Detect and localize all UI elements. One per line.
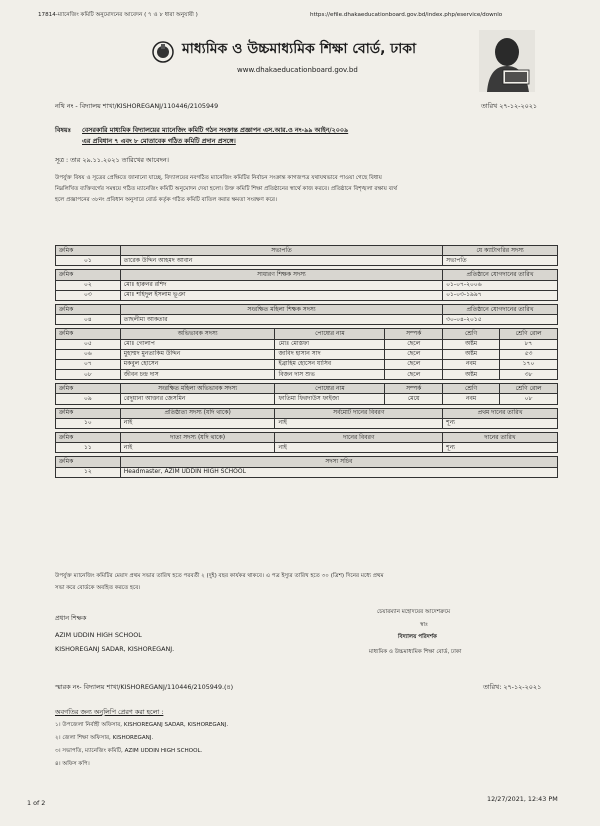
table-row xyxy=(56,443,558,453)
table-cell: শ্রেণি xyxy=(443,329,500,339)
recipient-address: KISHOREGANJ SADAR, KISHOREGANJ. xyxy=(55,645,175,653)
table-row xyxy=(56,290,558,300)
table-cell: ০৬ xyxy=(56,349,121,359)
table-row xyxy=(56,359,558,369)
print-header-url: https://efile.dhakaeducationboard.gov.bd/index.php/eservice/downlo xyxy=(310,12,503,18)
copy-memo-number: স্মারক নং- বিদ্যালয় শাখা/KISHOREGANJ/110446/2105949.(৪) xyxy=(55,683,234,691)
table-cell: সাধারণ শিক্ষক সদস্য xyxy=(120,270,442,280)
table-section-header xyxy=(56,384,558,394)
table-cell: ০২ xyxy=(56,280,121,290)
table-cell: নাই xyxy=(275,418,443,428)
table-cell: ক্রমিক xyxy=(56,384,121,394)
table-cell: পোষ্যের নাম xyxy=(275,329,385,339)
table-row xyxy=(56,394,558,404)
table-cell: শূন্য xyxy=(443,418,558,428)
table-cell: প্রতিষ্ঠাতা সদস্য (যদি থাকে) xyxy=(120,408,275,418)
table-cell: সভাপতি xyxy=(443,256,558,266)
table-cell: ছেলে xyxy=(385,359,443,369)
table-row xyxy=(56,280,558,290)
subject-line-2: এর প্রবিধান ৭ এবং ৮ মোতাবেক গঠিত কমিটি প্রদান প্রসঙ্গে। xyxy=(82,137,236,145)
print-header-title: 17814-ম্যানেজিং কমিটি অনুমোদনের আবেদন ( ৭ ও ৮ ধারা অনুযায়ী ) xyxy=(38,12,198,18)
table-row xyxy=(56,315,558,325)
table-cell: ৮৭ xyxy=(500,339,558,349)
table-section-header xyxy=(56,304,558,314)
table-cell: সর্বমোট দানের বিবরণ xyxy=(275,408,443,418)
table-cell: ১০ xyxy=(56,418,121,428)
table-cell: তাছলীমা আকতার xyxy=(120,315,442,325)
memo-date: তারিখ ২৭-১২-২০২১ xyxy=(481,102,538,110)
body-line-3: হলে প্রজ্ঞাপনের ৩৮নং প্রবিধান অনুসারে বোর্ড কর্তৃক গঠিত কমিটি বাতিল করার ক্ষমতা সংরক্ষণ করে। xyxy=(55,197,277,203)
table-row xyxy=(56,349,558,359)
table-cell: ১২ xyxy=(56,467,121,477)
table-cell: ক্রমিক xyxy=(56,246,121,256)
table-cell: বিজন দাস শুভ xyxy=(275,370,385,380)
body-line-2: নিম্নলিখিত ব্যক্তিবর্গের সমন্বয়ে গঠিত ম্যানেজিং কমিটি অনুমোদন দেয়া হলো। উক্ত কমিটি শিক্ষা প্রতিষ্ঠানের স্বার্থে কাজ করবে। প্রতিষ্ঠানে বিশৃঙ্খলা রক্ষায় ব্যর্থ xyxy=(55,186,398,192)
table-cell: শ্রেণি রোল xyxy=(500,329,558,339)
signatory-signed: স্বাঃ xyxy=(420,622,429,628)
table-cell: অভিভাবক সদস্য xyxy=(120,329,275,339)
table-row xyxy=(56,467,558,477)
table-row xyxy=(56,339,558,349)
table-cell: শ্রেণি রোল xyxy=(500,384,558,394)
table-cell: অষ্টম xyxy=(443,370,500,380)
table-cell: মুহাম্মদ মুনতাকিম উদ্দিন xyxy=(120,349,275,359)
table-cell: অষ্টম xyxy=(443,349,500,359)
table-cell: ০৩ xyxy=(56,290,121,300)
table-cell: ফাতিমা ফিরদাউস ফাইজা xyxy=(275,394,385,404)
subject-label: বিষয়ঃ xyxy=(55,126,72,134)
signatory-order: চেয়ারম্যান মহোদয়ের আদেশক্রমে xyxy=(377,609,451,615)
recipient-school: AZIM UDDIN HIGH SCHOOL xyxy=(55,631,142,639)
table-cell: যে ক্যাটাগরির সদস্য xyxy=(443,246,558,256)
table-cell: জীবন চন্দ্র দাস xyxy=(120,370,275,380)
table-cell: ০১ xyxy=(56,256,121,266)
table-cell: প্রতিষ্ঠানে যোগদানের তারিখ xyxy=(443,304,558,314)
print-timestamp: 12/27/2021, 12:43 PM xyxy=(487,795,558,803)
copy-memo-date: তারিখ: ২৭-১২-২০২১ xyxy=(483,683,542,691)
table-cell: দাতা সদস্য (যদি থাকে) xyxy=(120,433,275,443)
table-cell: সম্পর্ক xyxy=(385,384,443,394)
copies-item: ১। উপজেলা নির্বাহী অফিসার, KISHOREGANJ SADAR, KISHOREGANJ. xyxy=(55,722,229,728)
table-row xyxy=(56,418,558,428)
table-cell: ১১ xyxy=(56,443,121,453)
table-cell: নাই xyxy=(275,443,443,453)
table-cell: দানের তারিখ xyxy=(443,433,558,443)
table-cell: ছেলে xyxy=(385,370,443,380)
tenure-line-2: সভা করে বোর্ডকে অবহিত করতে হবে। xyxy=(55,585,141,591)
table-cell: মোঃ মোস্তফা xyxy=(275,339,385,349)
table-cell: ১৭০ xyxy=(500,359,558,369)
table-cell: ০৯ xyxy=(56,394,121,404)
table-cell: ০১-০৩-১৯৯৭ xyxy=(443,290,558,300)
table-cell: সম্পর্ক xyxy=(385,329,443,339)
table-cell: ৫৩ xyxy=(500,349,558,359)
table-cell: শ্রেণি xyxy=(443,384,500,394)
board-logo-icon xyxy=(150,40,176,64)
board-name: মাধ্যমিক ও উচ্চমাধ্যমিক শিক্ষা বোর্ড, ঢাকা xyxy=(182,41,417,57)
table-cell: নাই xyxy=(120,443,275,453)
table-section-header xyxy=(56,270,558,280)
page-number: 1 of 2 xyxy=(27,799,46,807)
table-cell: সংরক্ষিত মহিলা অভিভাবক সদস্য xyxy=(120,384,275,394)
tenure-line-1: উপর্যুক্ত ম্যানেজিং কমিটির মেয়াদ প্রথম সভার তারিখ হতে পরবর্তী ২ (দুই) বছর কার্যকর থাকবে। এ পত্র ইস্যুর তারিখ হতে ৩০ (ত্রিশ) দিনের মধ্যে প্রথম xyxy=(55,573,384,579)
table-cell: ০৭ xyxy=(56,359,121,369)
table-cell: ক্রমিক xyxy=(56,270,121,280)
table-cell: রেদুয়ানা আক্তার জেসমিন xyxy=(120,394,275,404)
committee-table xyxy=(55,245,558,478)
table-section-header xyxy=(56,433,558,443)
table-cell: ছেলে xyxy=(385,339,443,349)
table-cell: প্রথম দানের তারিখ xyxy=(443,408,558,418)
table-cell: জাবিদ হাসান সাদ xyxy=(275,349,385,359)
table-cell: মোঃ গোলাপ xyxy=(120,339,275,349)
table-cell: ০৫ xyxy=(56,339,121,349)
table-row xyxy=(56,370,558,380)
table-cell: নবম xyxy=(443,394,500,404)
table-section-header xyxy=(56,246,558,256)
subject-line-1: বেসরকারি মাধ্যমিক বিদ্যালয়ের ম্যানেজিং কমিটি গঠন সংক্রান্ত প্রজ্ঞাপন এস.আর.ও নং-৯৯ আইন/২০০৯ xyxy=(82,126,349,134)
table-cell: পোষ্যের নাম xyxy=(275,384,385,394)
copies-item: ৩। সভাপতি, ম্যানেজিং কমিটি, AZIM UDDIN HIGH SCHOOL. xyxy=(55,748,203,754)
copies-heading: অবগতির জন্য অনুলিপি প্রেরণ করা হলো : xyxy=(55,708,164,716)
table-cell: নাই xyxy=(120,418,275,428)
table-section-header xyxy=(56,457,558,467)
table-cell: ৩০-০৪-২০১৫ xyxy=(443,315,558,325)
table-cell: ৩৮ xyxy=(500,370,558,380)
signatory-title: বিদ্যালয় পরিদর্শক xyxy=(398,634,437,640)
table-cell: সভাপতি xyxy=(120,246,442,256)
table-cell: ক্রমিক xyxy=(56,457,121,467)
table-cell: মেয়ে xyxy=(385,394,443,404)
table-cell: সদস্য সচিব xyxy=(120,457,557,467)
table-cell: নবম xyxy=(443,359,500,369)
table-cell: মোঃ শহিদুল ইসলাম ভূঞা xyxy=(120,290,442,300)
table-cell: ০৮ xyxy=(56,370,121,380)
signatory-office: মাধ্যমিক ও উচ্চমাধ্যমিক শিক্ষা বোর্ড, ঢাকা xyxy=(369,649,462,655)
board-website: www.dhakaeducationboard.gov.bd xyxy=(237,66,358,74)
copies-item: ২। জেলা শিক্ষা অফিসার, KISHOREGANJ. xyxy=(55,735,154,741)
table-cell: Headmaster, AZIM UDDIN HIGH SCHOOL xyxy=(120,467,557,477)
table-cell: সংরক্ষিত মহিলা শিক্ষক সদস্য xyxy=(120,304,442,314)
table-cell: ক্রমিক xyxy=(56,408,121,418)
copies-item: ৪। অফিস কপি। xyxy=(55,761,90,767)
table-cell: ০৮ xyxy=(500,394,558,404)
table-cell: মকবুল হোসেন xyxy=(120,359,275,369)
table-section-header xyxy=(56,408,558,418)
portrait-seal-icon xyxy=(479,30,535,92)
table-cell: ইব্রাহিম হোসেন যাসিব xyxy=(275,359,385,369)
table-cell: ক্রমিক xyxy=(56,433,121,443)
table-section-header xyxy=(56,329,558,339)
table-cell: ছেলে xyxy=(385,349,443,359)
table-cell: অষ্টম xyxy=(443,339,500,349)
table-cell: মোঃ হারুনর রশিদ xyxy=(120,280,442,290)
table-cell: প্রতিষ্ঠানে যোগদানের তারিখ xyxy=(443,270,558,280)
table-cell: শূন্য xyxy=(443,443,558,453)
recipient-title: প্রধান শিক্ষক xyxy=(55,614,87,622)
table-cell: ক্রমিক xyxy=(56,304,121,314)
memo-number: নথি নং - বিদ্যালয় শাখা/KISHOREGANJ/110446/2105949 xyxy=(55,102,219,110)
table-cell: তারেক উদ্দিন আহমদ আবান xyxy=(120,256,442,266)
table-row xyxy=(56,256,558,266)
table-cell: ক্রমিক xyxy=(56,329,121,339)
table-cell: ০৪ xyxy=(56,315,121,325)
reference: সূত্র : তার ২৯.১১.২০২১ তারিখের আবেদন। xyxy=(55,156,169,164)
table-cell: ০১-০৭-২০০৬ xyxy=(443,280,558,290)
body-line-1: উপর্যুক্ত বিষয় ও সূত্রের প্রেক্ষিতে জানানো যাচ্ছে, বিদ্যালয়ের নবগঠিত ম্যানেজিং কমিটির নির্বাচন সংক্রান্ত কাগজপত্র যথাযথভাবে পাওয়া গেছে বিধায় xyxy=(55,175,382,181)
table-cell: দানের বিবরণ xyxy=(275,433,443,443)
